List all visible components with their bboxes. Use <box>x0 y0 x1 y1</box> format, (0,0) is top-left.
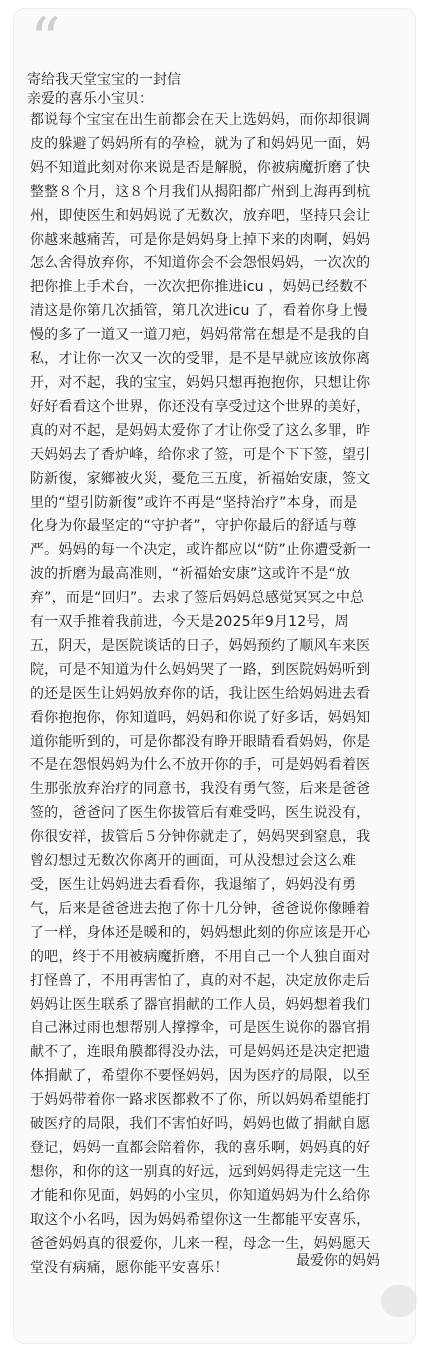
letter-line: 献不了，连眼角膜都得没办法，可是妈妈还是决定把遗 <box>30 1044 371 1061</box>
letter-line: 防新復，家鄉被火災，憂危三五度，祈福始安康，签文 <box>30 470 371 487</box>
letter-line: 签的，爸爸问了医生你拔管后有难受吗，医生说没有， <box>30 805 371 822</box>
letter-salutation: 亲爱的喜乐小宝贝： <box>27 91 153 107</box>
letter-line: 开，对不起，我的宝宝，妈妈只想再抱抱你，只想让你 <box>30 374 371 391</box>
letter-line: 体捐献了，希望你不要怪妈妈，因为医疗的局限，以至 <box>30 1068 371 1085</box>
letter-line: 你越来越痛苦，可是你是妈妈身上掉下来的肉啊，妈妈 <box>30 231 371 248</box>
letter-line: 打怪兽了，不用再害怕了，真的对不起，决定放你走后 <box>30 972 371 989</box>
letter-line: 取这个小名吗，因为妈妈希望你这一生都能平安喜乐， <box>30 1211 371 1228</box>
letter-line: 受，医生让妈妈进去看看你，我退缩了，妈妈没有勇 <box>30 877 357 893</box>
letter-line: 妈不知道此刻对你来说是否是解脱，你被病魔折磨了快 <box>30 159 371 176</box>
letter-line: 生那张放弃治疗的同意书，我没有勇气签，后来是爸爸 <box>30 781 371 798</box>
letter-line: 道你能听到的，可是你都没有睁开眼睛看看妈妈，你是 <box>30 733 371 750</box>
letter-line: 皮的躲避了妈妈所有的孕检，就为了和妈妈见一面，妈 <box>30 135 371 152</box>
quote-mark-icon: “ <box>30 5 61 75</box>
letter-line: 爸爸妈妈真的很爱你，儿来一程，母念一生，妈妈愿天 <box>30 1235 371 1252</box>
letter-line: 里的“望引防新復”或许不再是“坚持治疗”本身，而是 <box>30 494 358 511</box>
letter-line: 把你推上手术台，一次次把你推进icu ，妈妈已经数不 <box>30 279 368 296</box>
letter-line: 私，才让你一次又一次的受罪，是不是早就应该放你离 <box>30 351 371 368</box>
letter-line: 弃”，而是“回归”。去求了签后妈妈总感觉冥冥之中总 <box>30 590 365 607</box>
letter-line: 想你，和你的这一别真的好远，远到妈妈得走完这一生 <box>30 1163 371 1180</box>
letter-line: 慢的多了一道又一道刀疤，妈妈常常在想是不是我的自 <box>30 327 371 344</box>
letter-line: 曾幻想过无数次你离开的画面，可从没想过会这么难 <box>30 853 357 870</box>
letter-line: 天妈妈去了香炉峰，给你求了签，可是个下下签，望引 <box>30 446 371 463</box>
letter-line: 严。妈妈的每一个决定，或许都应以“防”止你遭受新一 <box>30 542 372 559</box>
letter-line: 气，后来是爸爸进去抱了你十几分钟，爸爸说你像睡着 <box>30 900 371 917</box>
letter-line: 清这是你第几次插管，第几次进icu 了，看着你身上慢 <box>30 303 368 320</box>
letter-line: 怎么舍得放弃你，不知道你会不会怨恨妈妈，一次次的 <box>30 255 371 272</box>
letter-line: 五，阴天，是医院谈话的日子，妈妈预约了顺风车来医 <box>30 637 371 654</box>
letter-line: 的还是医生让妈妈放弃你的话，我让医生给妈妈进去看 <box>30 685 371 702</box>
letter-line: 州，即使医生和妈妈说了无数次，放弃吧，坚持只会让 <box>30 207 371 224</box>
letter-line: 了一样，身体还是暖和的，妈妈想此刻的你应该是开心 <box>30 924 371 941</box>
letter-line: 自己淋过雨也想帮别人撑撑伞，可是医生说你的器官捐 <box>30 1020 371 1037</box>
letter-line: 波的折磨为最高准则，“祈福始安康”这或许不是“放 <box>30 566 351 583</box>
letter-signature: 最爱你的妈妈 <box>296 1253 380 1269</box>
letter-line: 登记，妈妈一直都会陪着你，我的喜乐啊，妈妈真的好 <box>30 1139 371 1156</box>
letter-line: 有一双手推着我前进，今天是2025年9月12号，周 <box>30 614 349 631</box>
letter-line: 整整８个月，这８个月我们从揭阳都广州到上海再到杭 <box>30 183 371 200</box>
letter-line: 院，可是不知道为什么妈妈哭了一路，到医院妈妈听到 <box>30 661 371 678</box>
floating-badge-icon <box>381 1285 417 1317</box>
letter-line: 的吧，终于不用被病魔折磨，不用自己一个人独自面对 <box>30 948 371 965</box>
letter-line: 好好看看这个世界，你还没有享受过这个世界的美好， <box>30 398 371 415</box>
letter-line: 堂没有病痛，愿你能平安喜乐！ <box>30 1259 229 1276</box>
letter-line: 妈妈让医生联系了器官捐献的工作人员，妈妈想着我们 <box>30 996 371 1013</box>
letter-line: 化身为你最坚定的“守护者”，守护你最后的舒适与尊 <box>30 518 357 535</box>
letter-line: 你很安祥，拔管后５分钟你就走了，妈妈哭到窒息，我 <box>30 829 371 846</box>
letter-line: 真的对不起，是妈妈太爱你了才让你受了这么多罪，昨 <box>30 422 371 439</box>
letter-body <box>30 109 416 1280</box>
letter-line: 破医疗的局限，我们不害怕好吗，妈妈也做了捐献自愿 <box>30 1116 371 1133</box>
letter-line: 不是在怨恨妈妈为什么不放开你的手，可是妈妈看着医 <box>30 757 371 774</box>
letter-line: 于妈妈带着你一路求医都救不了你，所以妈妈希望能打 <box>30 1092 371 1109</box>
letter-title: 寄给我天堂宝宝的一封信 <box>27 72 181 88</box>
letter-line: 都说每个宝宝在出生前都会在天上选妈妈，而你却很调 <box>30 112 371 128</box>
letter-line: 看你抱抱你，你知道吗，妈妈和你说了好多话，妈妈知 <box>30 709 371 726</box>
letter-line: 才能和你见面，妈妈的小宝贝，你知道妈妈为什么给你 <box>30 1187 371 1204</box>
